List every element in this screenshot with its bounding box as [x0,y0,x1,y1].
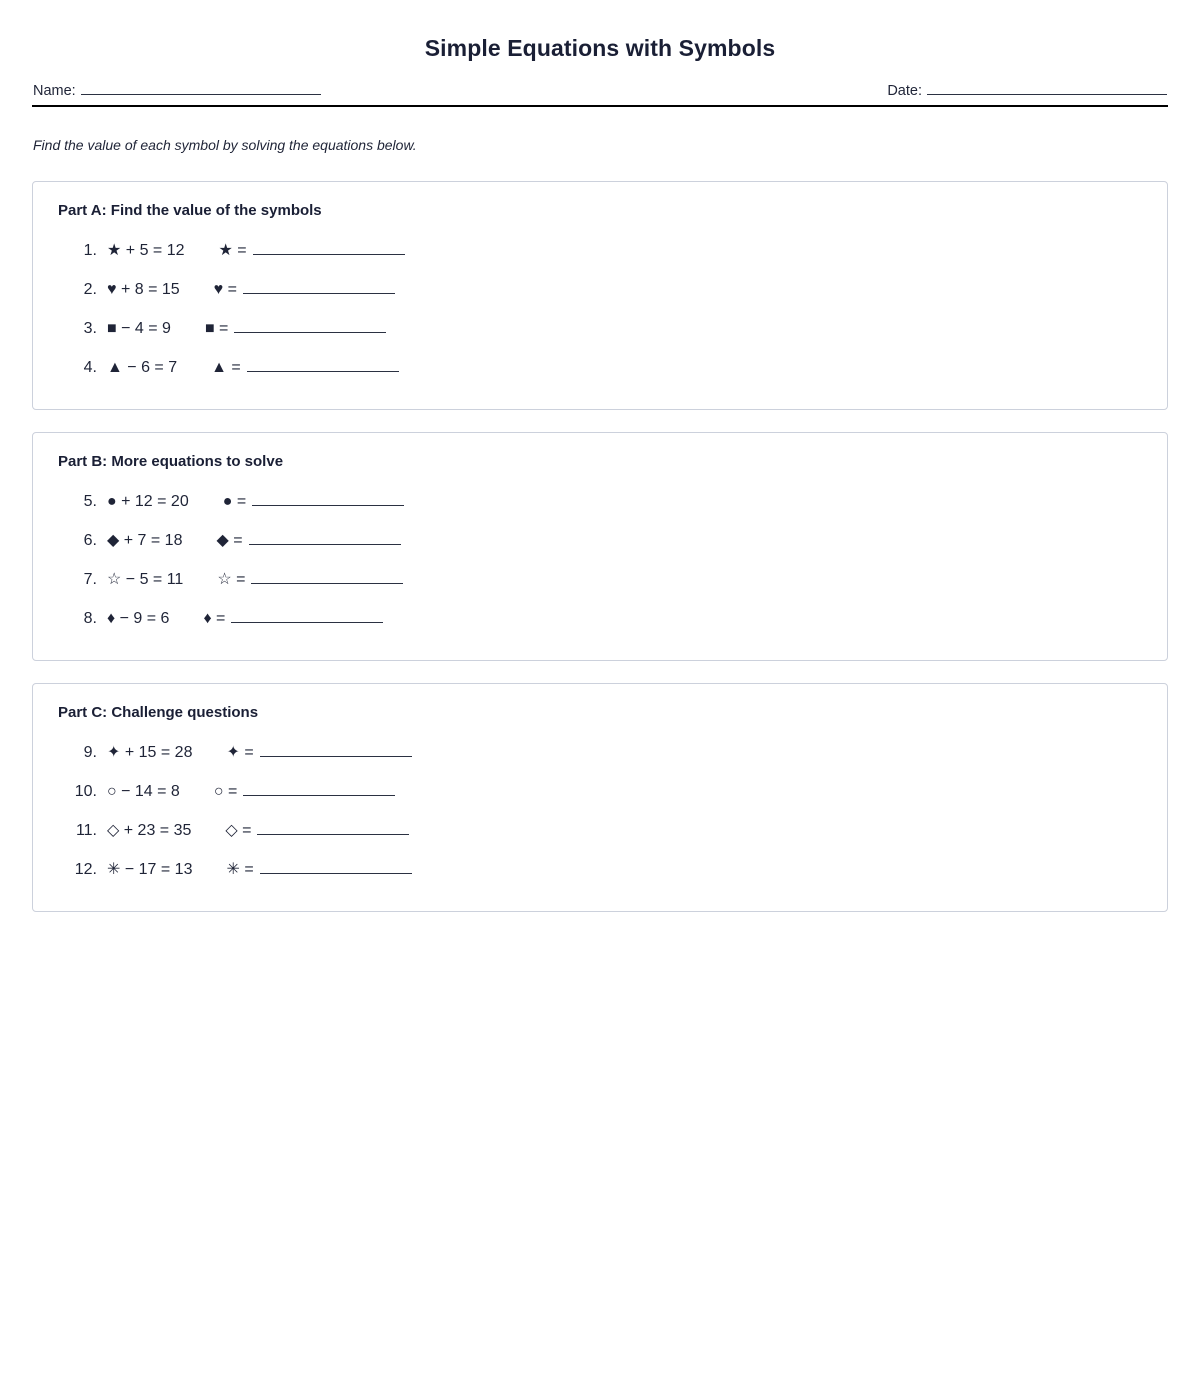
problem-answer [214,279,395,300]
problem-equation: ○ − 14 = 8 [107,783,180,800]
date-label: Date: [887,83,922,99]
answer-prefix: ○ = [213,783,238,800]
date-input[interactable] [927,81,1167,95]
problem-answer [226,742,411,763]
answer-blank[interactable] [257,821,409,835]
problem-number: 1. [83,242,97,259]
section-heading-part-a: Part A: Find the value of the symbols [58,202,322,219]
name-field-group [33,81,321,99]
answer-prefix: ✳ = [226,861,254,878]
problem-equation: ◆ + 7 = 18 [107,532,183,549]
section-heading-part-c: Part C: Challenge questions [58,704,259,721]
section-heading-part-b: Part B: More equations to solve [58,453,284,470]
problem-row [57,811,1143,850]
problem-list-part-a [57,231,1143,387]
problem-answer [225,820,409,841]
problem-row [57,733,1143,772]
problem-row [57,348,1143,387]
problem-equation: ☆ − 5 = 11 [107,571,184,588]
answer-blank[interactable] [251,570,403,584]
answer-prefix: ▲ = [211,359,241,376]
problem-number: 11. [75,822,97,839]
problem-answer [211,357,399,378]
problem-list-part-c [57,733,1143,889]
problem-row [57,521,1143,560]
answer-blank[interactable] [260,860,412,874]
answer-blank[interactable] [249,531,401,545]
problem-number: 8. [83,610,97,627]
answer-prefix: ☆ = [217,571,246,588]
problem-equation: ✦ + 15 = 28 [107,744,193,761]
problem-answer [217,569,403,590]
problem-answer [203,608,383,629]
answer-blank[interactable] [260,743,412,757]
answer-blank[interactable] [247,358,399,372]
name-date-row [32,81,1168,99]
problem-answer [219,240,405,261]
instructions-text: Find the value of each symbol by solving the equations below. [33,137,417,153]
problem-row [57,309,1143,348]
answer-blank[interactable] [243,280,395,294]
problem-equation: ★ + 5 = 12 [107,242,185,259]
answer-prefix: ● = [222,493,247,510]
problem-row [57,560,1143,599]
answer-prefix: ★ = [218,242,247,259]
answer-prefix: ♥ = [213,281,237,298]
answer-prefix: ◇ = [225,822,252,839]
problem-answer [216,530,400,551]
page-title: Simple Equations with Symbols [424,35,776,61]
answer-blank[interactable] [252,492,404,506]
problem-equation: ✳ − 17 = 13 [107,861,193,878]
answer-blank[interactable] [253,241,405,255]
problem-number: 12. [74,861,97,878]
answer-blank[interactable] [231,609,383,623]
problem-number: 4. [83,359,97,376]
name-input[interactable] [81,81,321,95]
problem-number: 2. [83,281,97,298]
problem-row [57,599,1143,638]
problem-list-part-b [57,482,1143,638]
section-card-part-a [32,181,1168,410]
problem-equation: ◇ + 23 = 35 [107,822,192,839]
answer-prefix: ♦ = [203,610,226,627]
problem-number: 9. [83,744,97,761]
name-label: Name: [33,83,76,99]
problem-equation: ■ − 4 = 9 [107,320,171,337]
problem-answer [205,318,386,339]
problem-number: 10. [74,783,97,800]
answer-prefix: ◆ = [216,532,243,549]
problem-equation: ● + 12 = 20 [107,493,189,510]
problem-number: 3. [83,320,97,337]
problem-number: 5. [83,493,97,510]
date-field-group [887,81,1167,99]
problem-number: 6. [83,532,97,549]
problem-equation: ♥ + 8 = 15 [107,281,180,298]
section-card-part-b [32,432,1168,661]
answer-prefix: ✦ = [226,744,254,761]
problem-number: 7. [83,571,97,588]
problem-row [57,231,1143,270]
problem-row [57,850,1143,889]
problem-row [57,270,1143,309]
problem-answer [214,781,395,802]
answer-prefix: ■ = [204,320,229,337]
answer-blank[interactable] [243,782,395,796]
answer-blank[interactable] [234,319,386,333]
section-card-part-c [32,683,1168,912]
problem-equation: ♦ − 9 = 6 [107,610,170,627]
problem-row [57,772,1143,811]
problem-row [57,482,1143,521]
problem-equation: ▲ − 6 = 7 [107,359,178,376]
problem-answer [226,859,411,880]
header-divider [32,105,1168,107]
problem-answer [223,491,404,512]
